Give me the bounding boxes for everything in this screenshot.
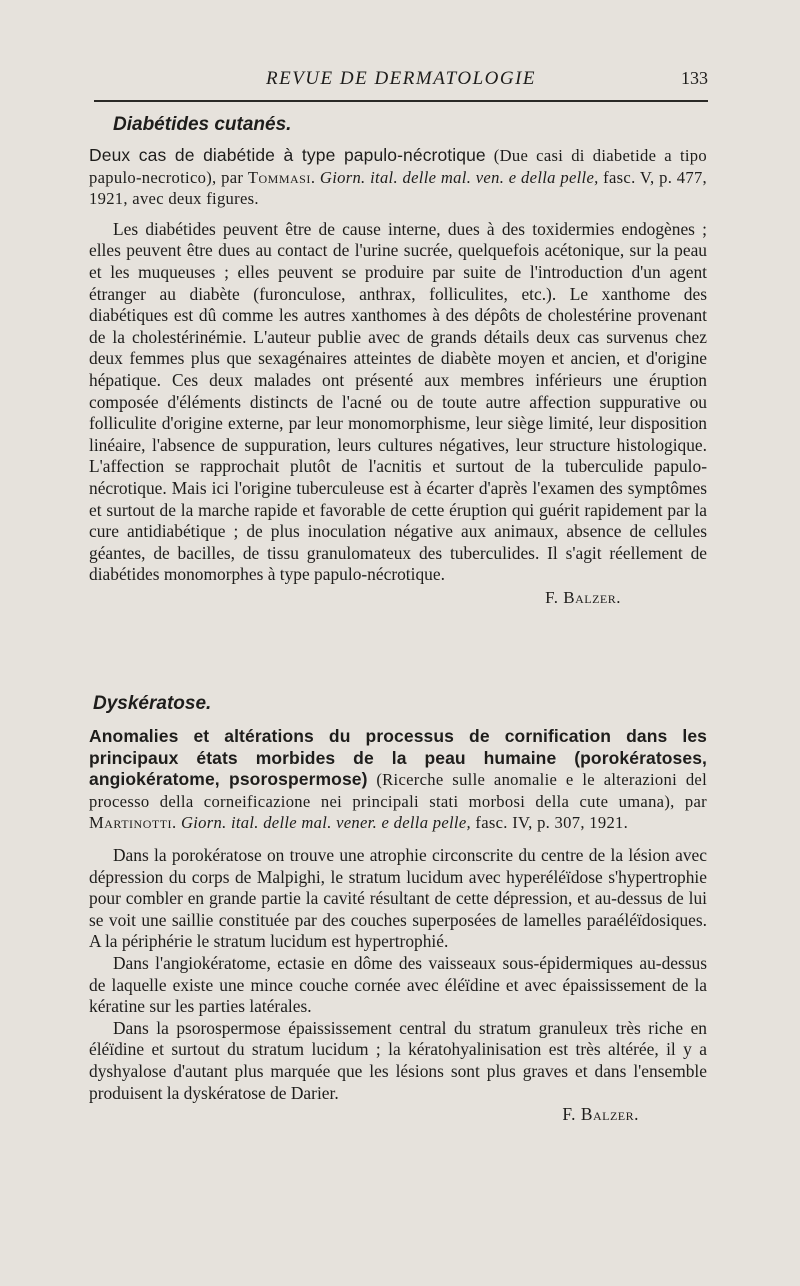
- article-title: Anomalies et altérations du processus de cornification dans les principaux états morbides de la peau humaine (porokératoses, angiokératome, psorospermose): [89, 726, 707, 790]
- author-name: Tommasi: [247, 167, 311, 187]
- article-reference: Anomalies et altérations du processus de cornification dans les principaux états morbides de la peau humaine (porokératoses, angiokératome, psorospermose) (Ricerche sulle anomalie e le alterazioni del processo della corneificazione nei principali stati morbosi della cute umana), par Martinotti. Giorn. ital. delle mal. vener. e della pelle, fasc. IV, p. 307, 1921.: [89, 726, 707, 833]
- section-dyskeratose: [89, 693, 707, 1126]
- section-heading: Diabétides cutanés.: [113, 114, 292, 135]
- header-rule: [94, 100, 708, 102]
- article-title: Deux cas de diabétide à type papulo-nécrotique: [89, 145, 486, 165]
- section-heading: Dyskératose.: [93, 693, 212, 714]
- author-name: Martinotti: [89, 813, 173, 833]
- running-header: [94, 68, 708, 94]
- journal-citation: Giorn. ital. delle mal. vener. e della pelle,: [180, 813, 471, 833]
- paragraph-angiokeratome: Dans l'angiokératome, ectasie en dôme des vaisseaux sous-épidermiques au-dessus de laquelle existe une mince couche cornée avec éléïdine et avec épaississement de la kératine sur les parties latérales.: [89, 952, 707, 1017]
- paragraph-psorospermose: Dans la psorospermose épaississement central du stratum granuleux très riche en éléïdine et surtout du stratum lucidum ; la kératohyalinisation est très altérée, il y a dyshyalose d'autant plus marquée que les lésions sont plus graves et dans l'ensemble produisent la dyskératose de Darier.: [89, 1017, 707, 1103]
- article-body: Les diabétides peuvent être de cause interne, dues à des toxidermies endogènes ; elles peuvent être dues au contact de l'urine sucrée, quelquefois acétonique, sur la peau et les muqueuses ; elles peuvent se produire par suite de l'introduction d'un agent étranger au diabète (furonculose, anthrax, folliculites, etc.). Le xanthome des diabétiques est dû comme les autres xanthomes à des dépôts de cholestérine provenant de la cholestérinémie. L'auteur publie avec de grands détails deux cas survenus chez deux femmes plus que sexagénaires atteintes de diabète moyen et ancien, et d'origine hépatique. Ces deux malades ont présenté aux membres inférieurs une éruption composée d'éléments distincts de l'acné ou de toute autre affection suppurative ou folliculite d'origine externe, par leur monomorphisme, leur siège limité, leur disposition linéaire, l'absence de suppuration, leurs cultures négatives, leur structure histologique. L'affection se rapprochait plutôt de l'acnitis et surtout de la tuberculide papulo-nécrotique. Mais ici l'origine tuberculeuse est à écarter d'après l'examen des symptômes et surtout de la marche rapide et favorable de cette éruption qui guérit rapidement par la cure antidiabétique ; de plus inoculation négative aux animaux, absence de cellules géantes, de bacilles, de tissu granulomateux des tuberculides. Il s'agit réellement de diabétides monomorphes à type papulo-nécrotique.: [89, 218, 707, 585]
- article-reference: Deux cas de diabétide à type papulo-nécrotique (Due casi di diabetide a tipo papulo-necrotico), par Tommasi. Giorn. ital. delle mal. ven. e della pelle, fasc. V, p. 477, 1921, avec deux figures.: [89, 145, 708, 209]
- signature: F. Balzer.: [562, 1104, 639, 1125]
- page-number: 133: [681, 68, 708, 88]
- journal-citation: Giorn. ital. delle mal. ven. e della pelle,: [319, 167, 599, 187]
- journal-title: REVUE DE DERMATOLOGIE: [265, 68, 537, 89]
- paragraph-porokeratose: Dans la porokératose on trouve une atrophie circonscrite du centre de la lésion avec dépression du corps de Malpighi, le stratum lucidum avec hyperéléïdose s'hypertrophie pour combler en grande partie la cavité résultant de cette dépression, et au-dessus de lui se voit une saillie constituée par des couches superposées de lamelles paraéléïdosiques. A la périphérie le stratum lucidum est hypertrophié.: [89, 844, 707, 952]
- signature: F. Balzer.: [545, 587, 621, 607]
- section-diabetides: [89, 114, 707, 608]
